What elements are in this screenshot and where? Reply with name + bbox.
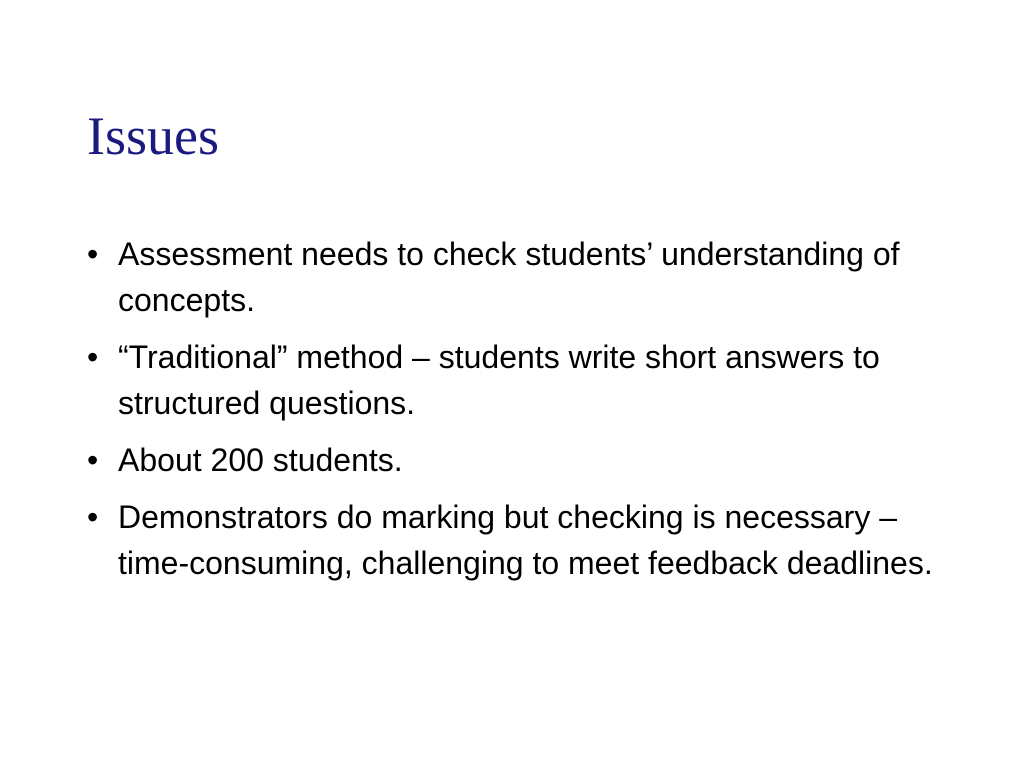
bullet-text: Demonstrators do marking but checking is necessary – time-consuming, challenging to meet feedback deadlines. [118, 499, 933, 581]
bullet-item [87, 231, 937, 323]
slide-title: Issues [87, 106, 219, 166]
bullet-item [87, 334, 937, 426]
bullet-icon: • [87, 442, 99, 478]
bullet-icon: • [87, 499, 99, 535]
bullet-icon: • [87, 339, 99, 375]
bullet-list [87, 231, 937, 597]
bullet-item [87, 437, 937, 483]
bullet-text: “Traditional” method – students write short answers to structured questions. [118, 339, 880, 421]
bullet-icon: • [87, 236, 99, 272]
bullet-text: Assessment needs to check students’ understanding of concepts. [118, 236, 900, 318]
bullet-item [87, 494, 937, 586]
bullet-text: About 200 students. [118, 442, 403, 478]
